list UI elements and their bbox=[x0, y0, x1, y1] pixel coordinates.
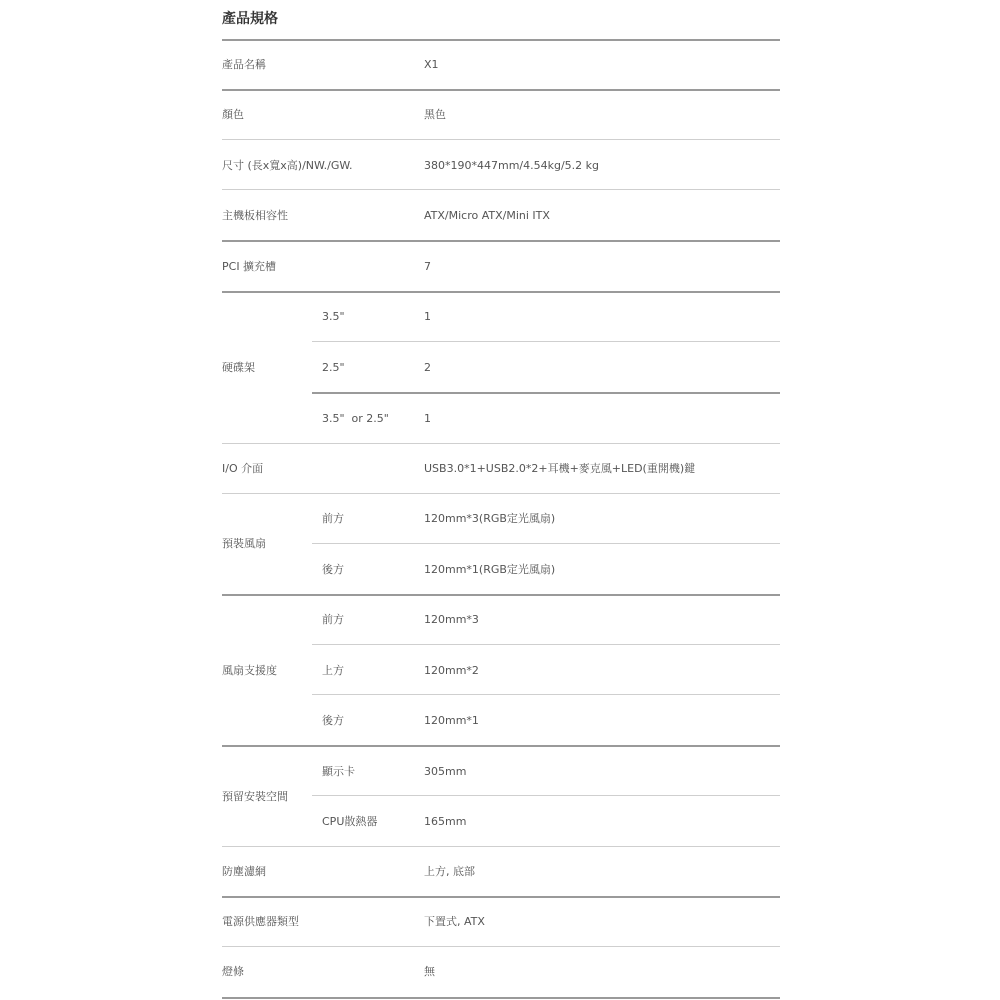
divider bbox=[312, 795, 780, 796]
spec-value: 黑色 bbox=[424, 108, 446, 121]
divider bbox=[312, 543, 780, 544]
spec-value: 120mm*1(RGB定光風扇) bbox=[424, 563, 556, 576]
divider bbox=[222, 189, 780, 190]
spec-sublabel: 2.5" bbox=[322, 361, 345, 374]
spec-value: 無 bbox=[424, 965, 435, 978]
divider bbox=[222, 594, 780, 596]
spec-value: 380*190*447mm/4.54kg/5.2 kg bbox=[424, 159, 600, 172]
divider bbox=[222, 89, 780, 91]
divider bbox=[312, 341, 780, 342]
divider bbox=[222, 745, 780, 747]
divider bbox=[222, 443, 780, 444]
spec-label: 尺寸 (長x寬x高)/NW./GW. bbox=[222, 159, 353, 172]
spec-sublabel: 顯示卡 bbox=[322, 765, 355, 778]
spec-sublabel: 前方 bbox=[322, 613, 344, 626]
spec-sublabel: 3.5" bbox=[322, 310, 345, 323]
spec-label: PCI 擴充槽 bbox=[222, 260, 277, 273]
spec-label: 燈條 bbox=[222, 965, 244, 978]
divider bbox=[222, 846, 780, 847]
divider bbox=[222, 291, 780, 293]
spec-label: I/O 介面 bbox=[222, 462, 264, 475]
spec-value: 1 bbox=[424, 310, 431, 323]
spec-value: 2 bbox=[424, 361, 431, 374]
spec-label: 防塵濾網 bbox=[222, 865, 266, 878]
spec-title: 產品規格 bbox=[222, 11, 278, 27]
spec-label: 硬碟架 bbox=[222, 361, 255, 374]
spec-label: 主機板相容性 bbox=[222, 209, 288, 222]
spec-value: 1 bbox=[424, 412, 431, 425]
divider bbox=[312, 392, 780, 394]
spec-sublabel: 後方 bbox=[322, 714, 344, 727]
spec-label: 電源供應器類型 bbox=[222, 915, 299, 928]
divider bbox=[222, 896, 780, 898]
spec-label: 顏色 bbox=[222, 108, 244, 121]
spec-value: X1 bbox=[424, 58, 439, 71]
spec-value: 120mm*3(RGB定光風扇) bbox=[424, 512, 556, 525]
divider bbox=[222, 946, 780, 947]
divider bbox=[222, 493, 780, 494]
spec-value: 165mm bbox=[424, 815, 467, 828]
divider bbox=[222, 139, 780, 140]
spec-label: 風扇支援度 bbox=[222, 664, 277, 677]
spec-value: 120mm*1 bbox=[424, 714, 479, 727]
spec-value: 120mm*2 bbox=[424, 664, 479, 677]
spec-value: 305mm bbox=[424, 765, 467, 778]
spec-sublabel: 前方 bbox=[322, 512, 344, 525]
divider bbox=[222, 997, 780, 999]
spec-value: USB3.0*1+USB2.0*2+耳機+麥克風+LED(重開機)鍵 bbox=[424, 462, 696, 475]
spec-label: 預裝風扇 bbox=[222, 537, 266, 550]
spec-value: 120mm*3 bbox=[424, 613, 479, 626]
spec-value: 上方, 底部 bbox=[424, 865, 475, 878]
spec-sublabel: 3.5" or 2.5" bbox=[322, 412, 389, 425]
divider bbox=[312, 644, 780, 645]
divider bbox=[222, 39, 780, 41]
spec-value: ATX/Micro ATX/Mini ITX bbox=[424, 209, 550, 222]
spec-sublabel: CPU散熱器 bbox=[322, 815, 378, 828]
spec-sublabel: 後方 bbox=[322, 563, 344, 576]
spec-label: 預留安裝空間 bbox=[222, 790, 288, 803]
spec-sublabel: 上方 bbox=[322, 664, 344, 677]
spec-value: 7 bbox=[424, 260, 431, 273]
divider bbox=[312, 694, 780, 695]
spec-label: 產品名稱 bbox=[222, 58, 266, 71]
divider bbox=[222, 240, 780, 242]
spec-value: 下置式, ATX bbox=[424, 915, 485, 928]
